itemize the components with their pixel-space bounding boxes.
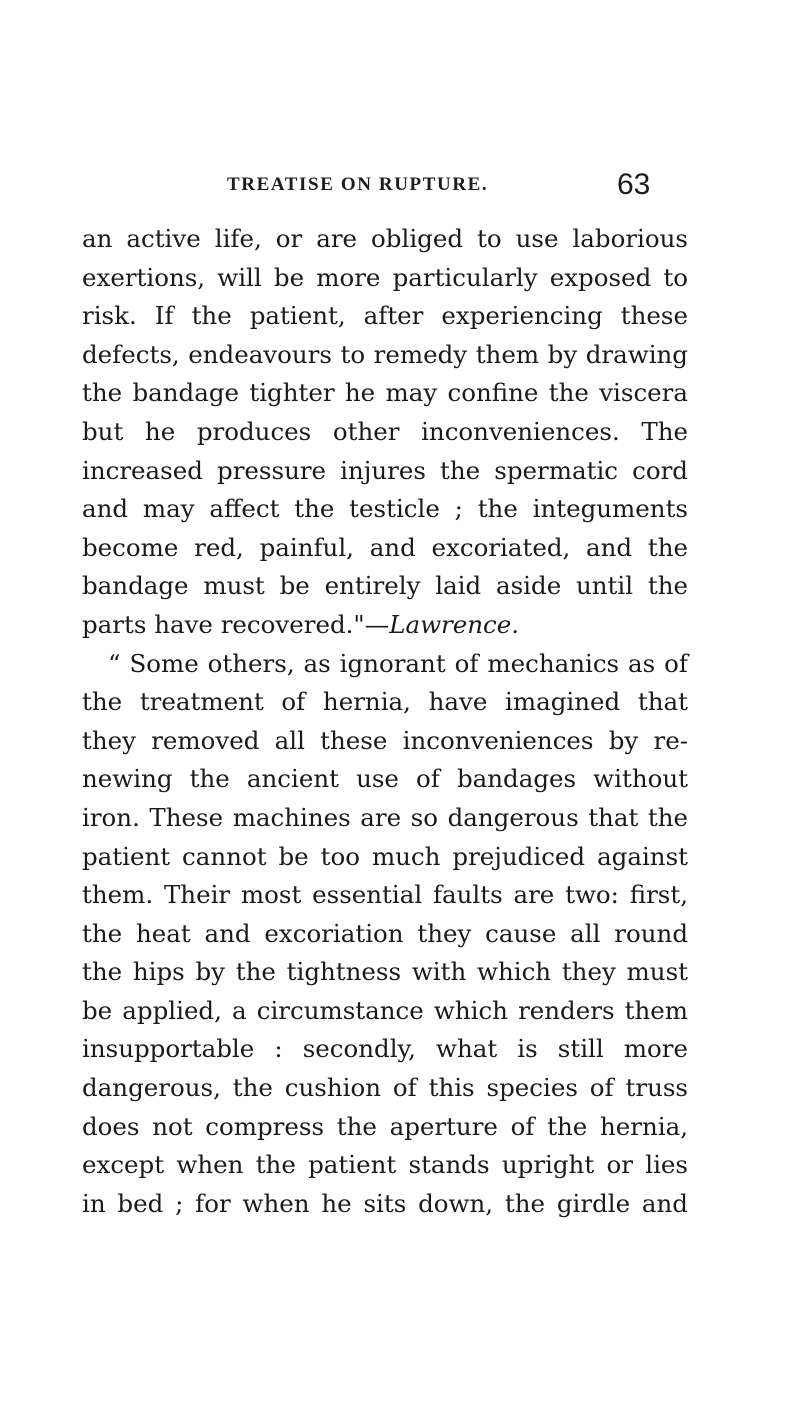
text-line: does not compress the aperture of the hernia,	[82, 1111, 688, 1141]
text-line: iron. These machines are so dangerous that the	[82, 802, 688, 832]
text-line: become red, painful, and excoriated, and the	[82, 532, 688, 562]
text-line: newing the ancient use of bandages without	[82, 764, 688, 794]
text-line: except when the patient stands upright or lies	[82, 1150, 688, 1180]
text-line: bandage must be entirely laid aside until the	[82, 571, 688, 601]
text-line: patient cannot be too much prejudiced against	[82, 841, 688, 871]
text-line: the hips by the tightness with which they must	[82, 957, 688, 987]
text-line-with-attribution	[82, 606, 688, 645]
text-line: and may affect the testicle ; the integuments	[82, 494, 688, 524]
paragraph-start-line: “ Some others, as ignorant of mechanics as of	[108, 648, 688, 678]
running-head	[0, 168, 800, 208]
text-line: increased pressure injures the spermatic cord	[82, 455, 688, 485]
text-line: defects, endeavours to remedy them by drawing	[82, 339, 688, 369]
text-line: they removed all these inconveniences by re-	[82, 725, 688, 755]
text-line: dangerous, the cushion of this species of truss	[82, 1073, 688, 1103]
text-line-start: parts have recovered."—	[82, 609, 390, 639]
attribution: Lawrence.	[389, 609, 520, 639]
text-line: an active life, or are obliged to use laborious	[82, 224, 688, 253]
text-line: the bandage tighter he may confine the viscera	[82, 378, 688, 408]
text-line: insupportable : secondly, what is still more	[82, 1034, 688, 1064]
text-line: exertions, will be more particularly exposed to	[82, 262, 688, 292]
running-title: TREATISE ON RUPTURE.	[227, 174, 489, 195]
page-number: 63	[617, 168, 651, 201]
text-line: the treatment of hernia, have imagined that	[82, 687, 688, 717]
text-line: them. Their most essential faults are two: first,	[82, 880, 688, 910]
text-line: in bed ; for when he sits down, the girdle and	[82, 1188, 688, 1218]
text-line: be applied, a circumstance which renders them	[82, 995, 688, 1025]
body-text	[82, 220, 688, 1223]
text-line: but he produces other inconveniences. The	[82, 416, 688, 446]
text-line: risk. If the patient, after experiencing these	[82, 301, 688, 331]
text-line: the heat and excoriation they cause all round	[82, 918, 688, 948]
